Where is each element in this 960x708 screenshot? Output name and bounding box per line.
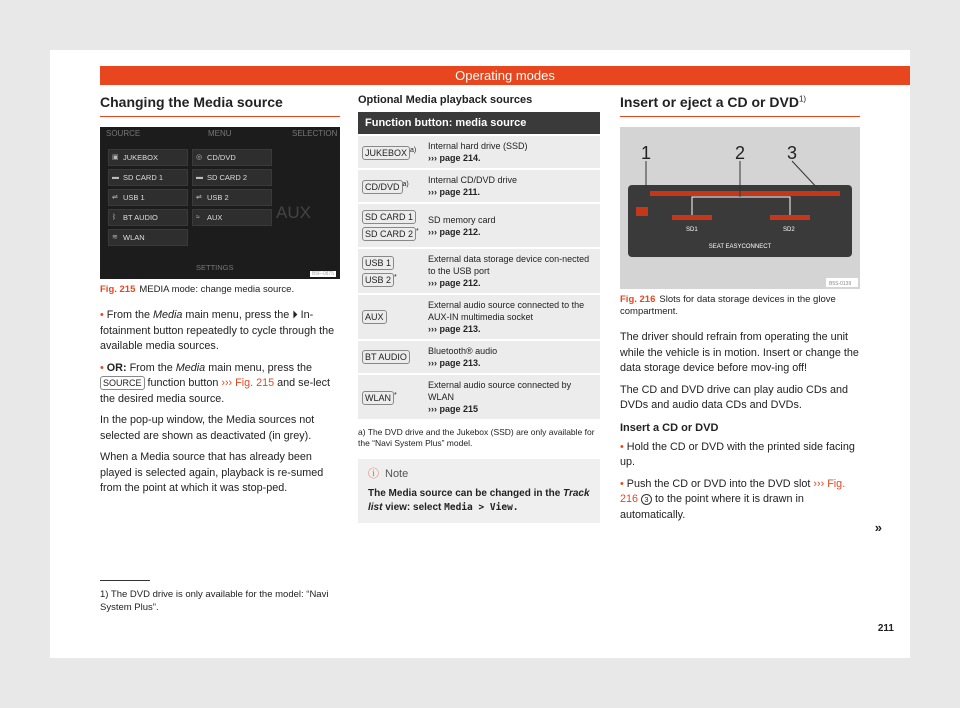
screen-aux-background: AUX [276, 203, 311, 222]
source-description: Internal CD/DVD drive [428, 175, 518, 185]
table-row [358, 340, 600, 374]
table-row: SD CARD 1 SD CARD 2 * SD memory card ››› page 212. [358, 203, 600, 248]
callout-3: 3 [786, 143, 798, 163]
sources-table [358, 112, 600, 419]
callout-2: 2 [734, 143, 746, 163]
source-key: SOURCE [100, 376, 145, 390]
tile-sd-card-1: ▬ SD CARD 1 [108, 169, 188, 186]
usb-icon: ⇌ [112, 194, 118, 201]
table-row [358, 294, 600, 340]
heading-optional-sources: Optional Media playback sources [358, 94, 533, 106]
page-reference[interactable]: ››› page 215 [428, 404, 479, 414]
wifi-icon: ≋ [112, 234, 118, 241]
screen-selection-label: SELECTION [292, 129, 338, 138]
continued-marker: » [874, 520, 882, 535]
source-key-label: USB 1 [362, 256, 394, 270]
bullet-source-button: • OR: From the Media main menu, press the SOURCE function button ››› Fig. 215 and se-lect the desired media source. [100, 361, 330, 405]
tile-sd-card-2: ▬ SD CARD 2 [192, 169, 272, 186]
source-description: External data storage device con-nected to the USB port [428, 254, 590, 276]
page-reference[interactable]: ››› page 212. [428, 278, 481, 288]
disc-icon: ◎ [196, 154, 203, 161]
play-icon: ⏵ [292, 309, 298, 321]
bluetooth-icon: ᛒ [112, 214, 117, 221]
para-resume-playback: When a Media source that has already been played is selected again, playback is re-sumed from the point at which it was stop-ped. [100, 451, 324, 494]
source-key-label: CD/DVD [362, 180, 403, 194]
column-insert-eject [620, 94, 860, 529]
heading-insert-cd: Insert a CD or DVD [620, 421, 719, 434]
table-header: Function button: media source [358, 112, 600, 135]
bullet-icon: • [100, 361, 104, 374]
heading-insert-eject: Insert or eject a CD or DVD$^{1)}$ [620, 94, 860, 117]
source-description: Internal hard drive (SSD) [428, 141, 528, 151]
table-row: JUKEBOX $^{a)}$ Internal hard drive (SSD) ››› page 214. [358, 135, 600, 169]
note-text: The Media source can be changed in the Track list view: select Media > View. [368, 488, 590, 513]
page-reference[interactable]: ››› page 214. [428, 153, 481, 163]
table-row: CD/DVD $^{a)}$ Internal CD/DVD drive ››› page 211. [358, 169, 600, 203]
callout-1: 1 [640, 143, 652, 163]
source-key-label: USB 2 [362, 273, 394, 287]
source-key-label: SD CARD 2 [362, 227, 416, 241]
usb-icon: ⇌ [196, 194, 202, 201]
tile-jukebox: ▣ JUKEBOX [108, 149, 188, 166]
glove-compartment-illustration [620, 127, 860, 289]
figure-glove-compartment [620, 127, 860, 289]
bullet-icon: • [620, 477, 624, 490]
table-row: WLAN * External audio source connected by WLAN ››› page 215 [358, 374, 600, 419]
para-cd-dvd-playback: The CD and DVD drive can play audio CDs and DVDs and audio data CDs and DVDs. [620, 383, 849, 411]
source-key-label: JUKEBOX [362, 146, 410, 160]
source-key-label: SD CARD 1 [362, 210, 416, 224]
source-key-label: AUX [362, 310, 387, 324]
column-media-source [100, 94, 340, 503]
tile-bt-audio: ᛒ BT AUDIO [108, 209, 188, 226]
bullet-hold-disc: • Hold the CD or DVD with the printed side facing up. [620, 440, 855, 468]
tile-wlan: ≋ WLAN [108, 229, 188, 246]
info-icon: ⓘ [368, 468, 379, 480]
para-driver-warning: The driver should refrain from operating the unit while the vehicle is in motion. Insert or change the data storage device before mov-ing off! [620, 331, 859, 374]
fig-216-link[interactable]: ››› Fig. 216 [620, 477, 846, 505]
page-reference[interactable]: ››› page 211. [428, 187, 481, 197]
bullet-icon: • [100, 309, 104, 321]
tile-aux: ≈ AUX [192, 209, 272, 226]
page-reference[interactable]: ››› page 212. [428, 226, 481, 237]
figure-215-caption: Fig. 215 MEDIA mode: change media source. [100, 284, 295, 295]
para-deactivated: In the pop-up window, the Media sources not selected are shown as deactivated (in grey). [100, 414, 315, 442]
source-key-label: WLAN [362, 391, 394, 405]
tile-usb-2: ⇌ USB 2 [192, 189, 272, 206]
drive-icon: ▣ [112, 154, 119, 161]
fig-215-link[interactable]: ››› Fig. 215 [221, 377, 275, 389]
easyconnect-label: SEAT EASYCONNECT [708, 244, 772, 250]
figure-id: B5S-0139 [829, 281, 852, 287]
figure-media-screen [100, 127, 340, 279]
source-description: Bluetooth® audio [428, 346, 498, 356]
page-reference[interactable]: ››› page 213. [428, 324, 481, 334]
bullet-push-disc: • Push the CD or DVD into the DVD slot ››› Fig. 216 3 to the point where it is drawn in automatically. [620, 477, 846, 521]
note-box: ⓘ Note The Media source can be changed in the Track list view: select Media > View. [358, 459, 600, 523]
source-description: SD memory card [428, 214, 496, 225]
page-footnote: 1) The DVD drive is only available for the model: “Navi System Plus”. [100, 589, 329, 613]
section-banner: Operating modes [100, 66, 910, 85]
bullet-icon: • [620, 440, 624, 453]
figure-216-caption: Fig. 216 Slots for data storage devices in the glove compartment. [620, 294, 836, 317]
screen-menu-label: MENU [208, 129, 232, 138]
page-reference[interactable]: ››› page 213. [428, 358, 481, 368]
manual-page [50, 50, 910, 658]
tile-usb-1: ⇌ USB 1 [108, 189, 188, 206]
bullet-press-infotainment: • From the Media main menu, press the ⏵ In-fotainment button repeatedly to cycle through the available media sources. [100, 309, 335, 352]
tile-cd-dvd: ◎ CD/DVD [192, 149, 272, 166]
figure-id: B5F-0875 [312, 271, 334, 277]
table-footnote: a) The DVD drive and the Jukebox (SSD) are only available for the “Navi System Plus” model. [358, 427, 595, 448]
source-description: External audio source connected to the AUX-IN multimedia socket [428, 300, 585, 322]
column-playback-sources [358, 94, 600, 523]
table-row: USB 1 USB 2 * External data storage device con-nected to the USB port ››› page 212. [358, 248, 600, 294]
aux-icon: ≈ [196, 214, 200, 221]
sd-card-icon: ▬ [112, 174, 119, 181]
sd2-label: SD2 [783, 227, 795, 233]
sd1-label: SD1 [686, 227, 698, 233]
screen-source-label: SOURCE [106, 129, 141, 138]
footnote-rule [100, 580, 150, 581]
source-description: External audio source connected by WLAN [428, 380, 572, 402]
heading-changing-media-source: Changing the Media source [100, 94, 340, 117]
callout-3-ref: 3 [641, 494, 652, 505]
screen-settings-label: SETTINGS [196, 263, 234, 272]
source-key-label: BT AUDIO [362, 350, 410, 364]
sd-card-icon: ▬ [196, 174, 203, 181]
page-number: 211 [877, 623, 894, 634]
